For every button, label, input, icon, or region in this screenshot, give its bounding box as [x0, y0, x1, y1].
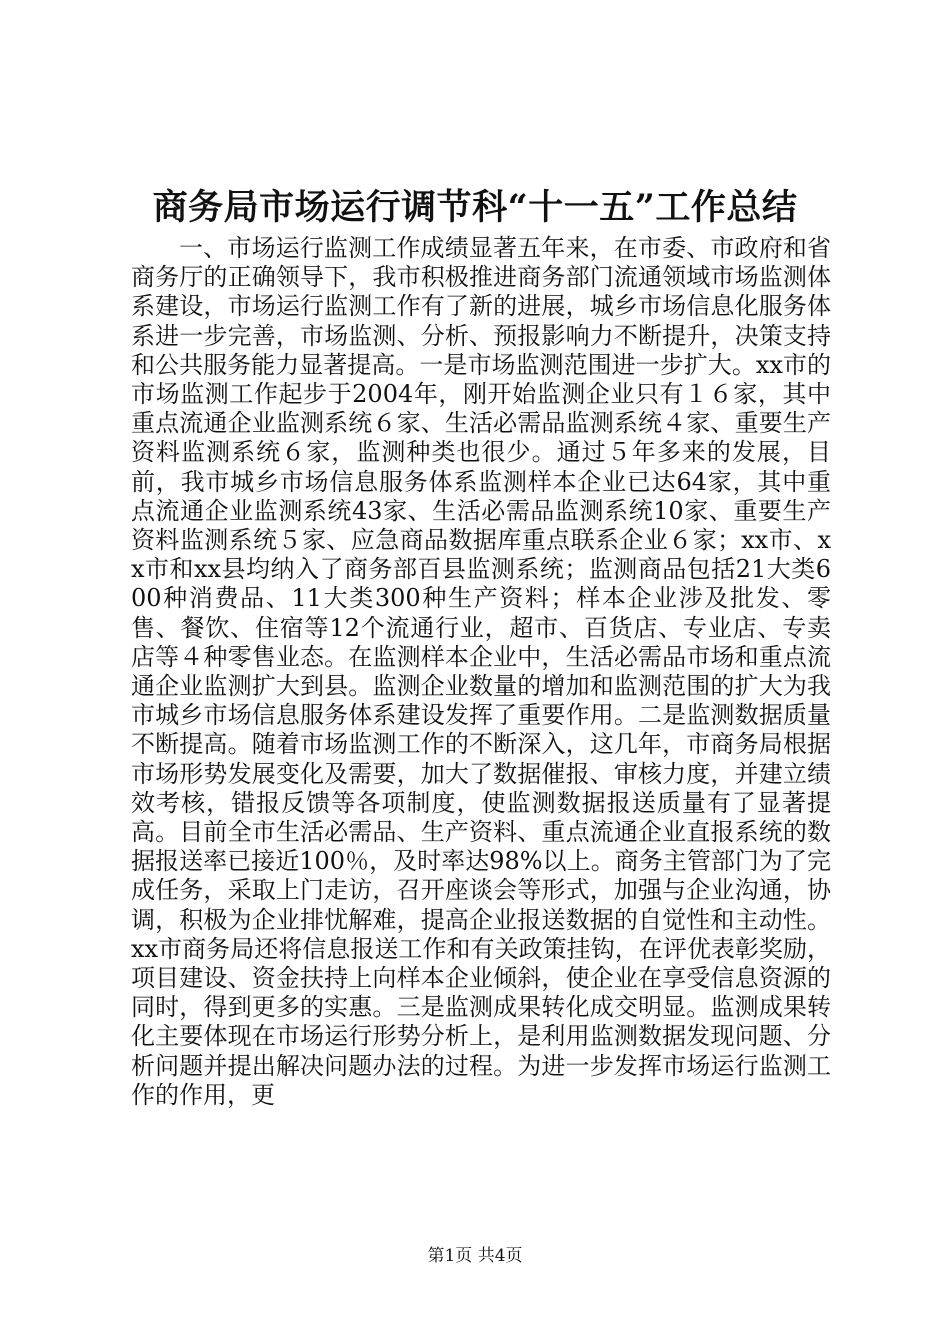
page-number: 第1页 共4页: [427, 1246, 523, 1266]
document-title: 商务局市场运行调节科“十一五”工作总结: [152, 187, 798, 228]
body-paragraph: 一、市场运行监测工作成绩显著五年来，在市委、市政府和省商务厅的正确领导下，我市积极推进商务部门流通领域市场监测体系建设，市场运行监测工作有了新的进展，城乡市场信息化服务体系进一步完善，市场监测、分析、预报影响力不断提升，决策支持和公共服务能力显著提高。一是市场监测范围进一步扩大。xx市的市场监测工作起步于2004年，刚开始监测企业只有１６家，其中重点流通企业监测系统６家、生活必需品监测系统４家、重要生产资料监测系统６家，监测种类也很少。通过５年多来的发展，目前，我市城乡市场信息服务体系监测样本企业已达64家，其中重点流通企业监测系统43家、生活必需品监测系统10家、重要生产资料监测系统５家、应急商品数据库重点联系企业６家；xx市、xx市和xx县均纳入了商务部百县监测系统；监测商品包括21大类600种消费品、11大类300种生产资料；样本企业涉及批发、零售、餐饮、住宿等12个流通行业，超市、百货店、专业店、专卖店等４种零售业态。在监测样本企业中，生活必需品市场和重点流通企业监测扩大到县。监测企业数量的增加和监测范围的扩大为我市城乡市场信息服务体系建设发挥了重要作用。二是监测数据质量不断提高。随着市场监测工作的不断深入，这几年，市商务局根据市场形势发展变化及需要，加大了数据催报、审核力度，并建立绩效考核，错报反馈等各项制度，使监测数据报送质量有了显著提高。目前全市生活必需品、生产资料、重点流通企业直报系统的数据报送率已接近100％，及时率达98%以上。商务主管部门为了完成任务，采取上门走访，召开座谈会等形式，加强与企业沟通，协调，积极为企业排忧解难，提高企业报送数据的自觉性和主动性。xx市商务局还将信息报送工作和有关政策挂钩，在评优表彰奖励，项目建设、资金扶持上向样本企业倾斜，使企业在享受信息资源的同时，得到更多的实惠。三是监测成果转化成交明显。监测成果转化主要体现在市场运行形势分析上，是利用监测数据发现问题、分析问题并提出解决问题办法的过程。为进一步发挥市场运行监测工作的作用，更: [131, 234, 831, 1109]
